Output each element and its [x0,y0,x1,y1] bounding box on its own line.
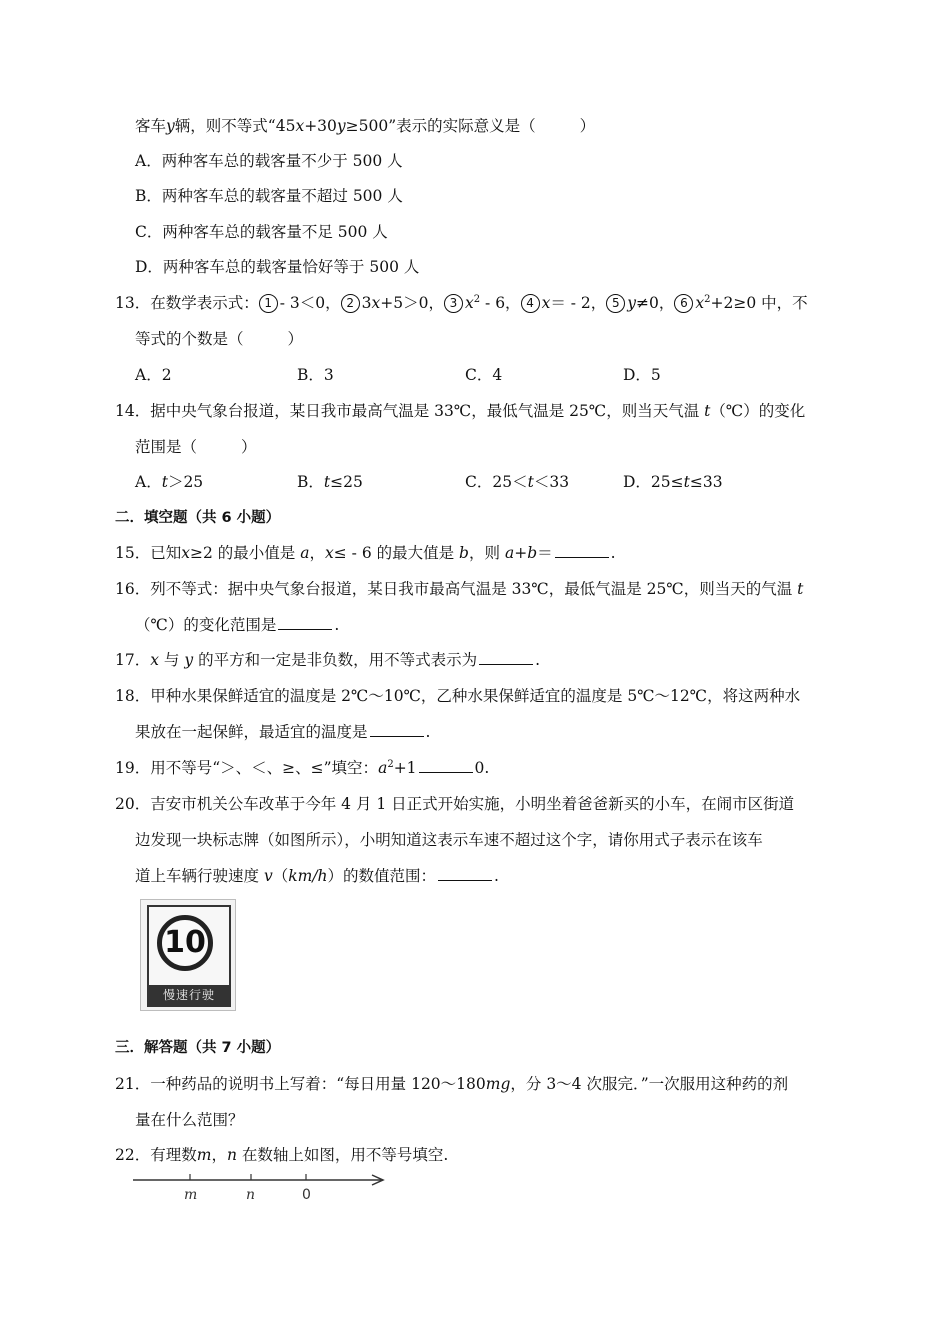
q15: 15．已知x≥2 的最小值是 a，x≤ - 6 的最大值是 b，则 a+b＝ . [115,544,616,562]
q18-line2: 果放在一起保鲜，最适宜的温度是 . [135,723,431,741]
q19: 19．用不等号“＞、＜、≥、≤”填空：$a^2+1$ 0. [115,758,490,777]
section-answer-heading: 三．解答题（共 7 小题） [115,1040,281,1056]
q21-line2: 量在什么范围？ [135,1111,244,1129]
circled-4: 4 [521,294,540,313]
q20-line1: 20．吉安市机关公车改革于今年 4 月 1 日正式开始实施，小明坐着爸爸新买的小车，在闹市区街道 [115,795,795,813]
q16-line1: 16．列不等式：据中央气象台报道，某日我市最高气温是 33℃，最低气温是 25℃，则当天的气温 t [115,580,804,598]
label-n: n [246,1187,256,1203]
circled-6: 6 [674,294,693,313]
circled-5: 5 [606,294,625,313]
q22: 22．有理数m，n 在数轴上如图，用不等号填空. [115,1146,449,1164]
q13-option-a: A．2 [135,366,172,384]
circled-1: 1 [259,294,278,313]
q17: 17．x 与 y 的平方和一定是非负数，用不等式表示为 . [115,651,541,669]
q14-option-a: A．t＞25 [135,473,204,491]
q20-line3: 道上车辆行驶速度 v（km/h）的数值范围： . [135,867,499,885]
label-m: m [184,1187,198,1203]
q13-option-d: D．5 [623,366,661,384]
speed-limit-circle: 10 [157,915,213,971]
q12-stem: 客车y辆，则不等式“45x+30y≥500”表示的实际意义是（ ） [135,117,596,135]
answer-blank[interactable] [278,615,332,630]
answer-blank[interactable] [370,722,424,737]
answer-blank[interactable] [419,758,473,773]
q13-option-b: B．3 [297,366,334,384]
q14-stem-line2: 范围是（ ） [135,438,257,456]
circled-2: 2 [341,294,360,313]
sign-board [147,905,231,1007]
q12-option-d: D．两种客车总的载客量恰好等于 500 人 [135,258,420,276]
answer-blank[interactable] [479,650,533,665]
number-line-figure [128,1170,393,1206]
section-fill-blank-heading: 二．填空题（共 6 小题） [115,510,281,526]
answer-blank[interactable] [438,866,492,881]
q20-line2: 边发现一块标志牌（如图所示），小明知道这表示车速不超过这个字，请你用式子表示在该车 [135,831,763,849]
q14-option-c: C．25＜t＜33 [465,473,570,491]
speed-limit-sign [140,899,236,1011]
circled-3: 3 [444,294,463,313]
q18-line1: 18．甲种水果保鲜适宜的温度是 2℃～10℃，乙种水果保鲜适宜的温度是 5℃～12℃，将这两种水 [115,687,801,705]
q14-stem: 14．据中央气象台报道，某日我市最高气温是 33℃，最低气温是 25℃，则当天气温 t（℃）的变化 [115,402,806,420]
q13-stem: 13．在数学表示式： 1 - 3＜0， 2 3x+5＞0， 3 $x^2 - 6$， 4 x＝ - 2， 5 y≠0， 6 $x^2+2\ge 0$ 中，不 [115,293,808,312]
sign-caption: 慢速行驶 [149,985,229,1005]
label-0: 0 [302,1187,311,1203]
q16-line2: （℃）的变化范围是 . [135,616,340,634]
q12-option-c: C．两种客车总的载客量不足 500 人 [135,223,388,241]
q12-option-b: B．两种客车总的载客量不超过 500 人 [135,187,403,205]
answer-blank[interactable] [555,543,609,558]
q14-option-b: B．t≤25 [297,473,363,491]
q13-stem-line2: 等式的个数是（ ） [135,330,304,348]
q14-option-d: D．25≤t≤33 [623,473,723,491]
q13-option-c: C．4 [465,366,503,384]
q21-line1: 21．一种药品的说明书上写着：“每日用量 120～180mg，分 3～4 次服完．”一次服用这种药的剂 [115,1075,789,1093]
q12-option-a: A．两种客车总的载客量不少于 500 人 [135,152,403,170]
